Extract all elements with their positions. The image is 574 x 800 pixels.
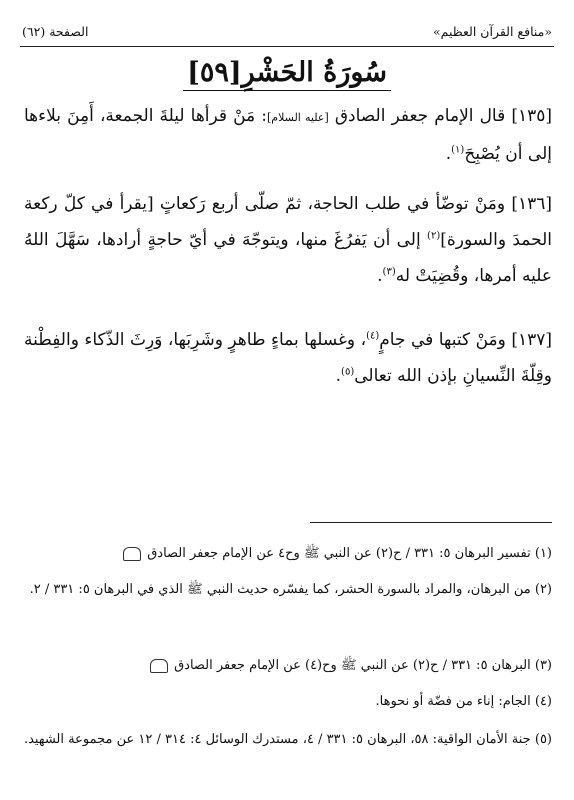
honorific-glyph: [عليه السلام] (266, 111, 329, 124)
page-header (22, 19, 552, 43)
footnote-1 (22, 540, 552, 568)
paragraph-number: [١٣٦] (511, 194, 552, 214)
page-number: (٦٢) (22, 23, 46, 39)
paragraph-text: ، وغسلها بماءٍ طاهرٍ وشَرِبَها، وَرِثَ الذّكاء والفِطْنة وقِلّةَ النِّسيانِ بإذن الله تعالى (24, 330, 552, 386)
footnote-ref[interactable]: (٣) (382, 266, 396, 278)
footnote-label: (٣) (534, 658, 552, 673)
header-divider (20, 46, 554, 47)
footnote-2 (22, 576, 552, 604)
footnote-separator (310, 522, 552, 523)
footnote-ref[interactable]: (٥) (341, 366, 355, 378)
footnote-text: جنة الأمان الواقية: ٥٨، البرهان ٥: ٣٣١ / ٤، مستدرك الوسائل ٤: ٣١٤ / ١٢ عن مجموعة الشهيد. (23, 732, 531, 747)
page-label: الصفحة (49, 23, 89, 39)
footnote-ref[interactable]: (١) (451, 144, 465, 156)
footnote-text: تفسير البرهان ٥: ٣٣١ / ح(٢) عن النبي ﷺ وح٤ عن الإمام جعفر الصادق (147, 546, 531, 561)
page-indicator (22, 24, 88, 39)
paragraph-text: ومَنْ كتبها في جامٍ (379, 330, 512, 350)
surah-heading (0, 55, 574, 91)
paragraph-text: قال الإمام جعفر الصادق (328, 106, 512, 126)
paragraph-end: . (377, 266, 383, 286)
paragraph-number: [١٣٧] (511, 330, 553, 350)
paragraph-text: : مَنْ قرأها ليلةَ الجمعة، أَمِنَ بلاءها إلى أن يُصْبِحَ (24, 106, 552, 164)
paragraph-137 (24, 322, 552, 394)
footnote-5 (22, 726, 552, 754)
paragraph-text: ومَنْ توضّأ في طلب الحاجة، ثمّ صلّى أربع رَكعاتٍ [يقرأ في كلّ ركعة الحمدَ والسورة] (24, 194, 552, 250)
footnote-3 (22, 652, 552, 680)
paragraph-end: . (335, 366, 342, 386)
surah-name (183, 57, 391, 91)
honorific-icon (150, 659, 168, 673)
footnote-ref[interactable]: (٤) (366, 330, 380, 342)
paragraph-text: إلى أن يَفرُغَ منها، ويتوجّهَ في أيّ حاجةٍ أرادها، سَهَّلَ اللهُ عليه أمرها، وقُضِيَتْ له (24, 230, 552, 286)
footnote-text: من البرهان، والمراد بالسورة الحشر، كما يفسّره حديث النبي ﷺ الذي في البرهان ٥: ٣٣١ / ٢. (29, 582, 531, 597)
paragraph-136 (24, 186, 552, 294)
footnote-text: البرهان ٥: ٣٣١ / ح(٢) عن النبي ﷺ وح(٤) عن الإمام جعفر الصادق (174, 658, 531, 673)
honorific-icon (123, 547, 141, 561)
surah-number: [٥٩] (187, 57, 242, 88)
footnote-4 (22, 688, 552, 716)
book-title: «منافع القرآن العظيم» (433, 23, 552, 39)
surah-name-text: سُورَةُ الحَشْرِ (241, 57, 387, 88)
footnote-text: الجام: إناء من فضّة أو نحوها. (375, 694, 531, 709)
footnote-label: (٤) (534, 694, 552, 709)
paragraph-135 (24, 98, 552, 172)
footnote-label: (٢) (534, 582, 552, 597)
footnote-ref[interactable]: (٢) (427, 230, 441, 242)
paragraph-end: . (445, 144, 452, 164)
paragraph-number: [١٣٥] (511, 106, 552, 126)
footnote-label: (٥) (534, 732, 552, 747)
footnote-label: (١) (534, 546, 552, 561)
